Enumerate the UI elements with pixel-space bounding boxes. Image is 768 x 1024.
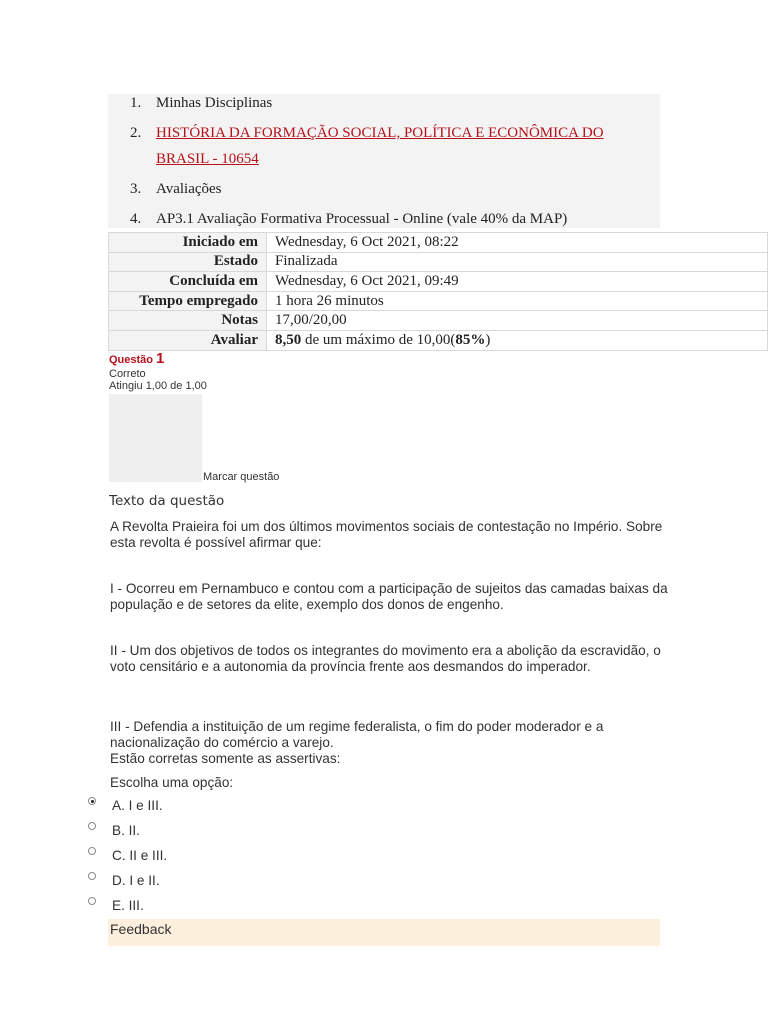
summary-value-grade <box>267 330 768 350</box>
breadcrumb-label[interactable]: AP3.1 Avaliação Formativa Processual - Online (vale 40% da MAP) <box>156 211 568 227</box>
breadcrumb-label[interactable]: Avaliações <box>156 181 222 197</box>
quiz-summary-table <box>108 232 768 351</box>
answer-option-label[interactable]: E. III. <box>112 898 144 913</box>
table-row <box>109 233 768 253</box>
summary-key: Estado <box>109 252 267 272</box>
question-item-1: I - Ocorreu em Pernambuco e contou com a participação de sujeitos das camadas baixas da população e de setores da elite, exemplo dos donos de engenho. <box>110 581 668 612</box>
flag-question-link[interactable]: Marcar questão <box>203 471 280 483</box>
summary-value: Finalizada <box>267 252 768 272</box>
question-item-2: II - Um dos objetivos de todos os integrantes do movimento era a abolição da escravidão, o voto censitário e a autonomia da província frente aos desmandos do imperador. <box>110 643 661 674</box>
radio-icon[interactable] <box>88 897 96 905</box>
flag-icon[interactable] <box>109 394 202 482</box>
feedback-box <box>108 919 660 946</box>
question-text-heading: Texto da questão <box>109 493 225 509</box>
summary-value: Wednesday, 6 Oct 2021, 09:49 <box>267 272 768 292</box>
breadcrumb-course-link[interactable]: HISTÓRIA DA FORMAÇÃO SOCIAL, POLÍTICA E ECONÔMICA DO <box>156 125 604 141</box>
summary-value: 17,00/20,00 <box>267 311 768 331</box>
radio-icon[interactable] <box>88 872 96 880</box>
summary-value: 1 hora 26 minutos <box>267 291 768 311</box>
question-intro: A Revolta Praieira foi um dos últimos movimentos sociais de contestação no Império. Sobre esta revolta é possível afirmar que: <box>110 519 663 550</box>
answer-option-label[interactable]: D. I e II. <box>112 873 160 888</box>
table-row <box>109 311 768 331</box>
choose-option-label: Escolha uma opção: <box>110 775 234 790</box>
table-row <box>109 291 768 311</box>
question-word: Questão <box>109 354 154 366</box>
radio-icon[interactable] <box>88 847 96 855</box>
breadcrumb <box>108 94 660 228</box>
summary-key: Concluída em <box>109 272 267 292</box>
breadcrumb-course-link-line2[interactable]: BRASIL - 10654 <box>156 151 259 167</box>
question-state: Correto <box>109 368 146 380</box>
breadcrumb-item-avaliacoes[interactable] <box>130 181 222 198</box>
table-row <box>109 252 768 272</box>
question-prompt: Estão corretas somente as assertivas: <box>110 751 341 766</box>
summary-key: Iniciado em <box>109 233 267 253</box>
answer-option-label[interactable]: B. II. <box>112 823 140 838</box>
breadcrumb-item-quiz[interactable] <box>130 211 568 228</box>
radio-selected-icon[interactable] <box>88 797 96 805</box>
question-number: 1 <box>156 350 165 367</box>
feedback-heading: Feedback <box>110 921 172 937</box>
question-label <box>109 350 164 367</box>
grade-percent: 85% <box>455 331 486 348</box>
summary-key: Notas <box>109 311 267 331</box>
breadcrumb-item-course[interactable] <box>130 125 604 167</box>
breadcrumb-number: 3. <box>130 181 142 197</box>
grade-text: de um máximo de 10,00( <box>305 331 456 348</box>
breadcrumb-number: 1. <box>130 95 142 111</box>
breadcrumb-label[interactable]: Minhas Disciplinas <box>156 95 273 111</box>
table-row <box>109 272 768 292</box>
table-row <box>109 330 768 350</box>
summary-value: Wednesday, 6 Oct 2021, 08:22 <box>267 233 768 253</box>
question-grade: Atingiu 1,00 de 1,00 <box>109 380 207 392</box>
question-item-3: III - Defendia a instituição de um regime federalista, o fim do poder moderador e a nacionalização do comércio a varejo. <box>110 719 604 750</box>
answer-option-label[interactable]: C. II e III. <box>112 848 168 863</box>
grade-close: ) <box>485 331 491 348</box>
breadcrumb-number: 2. <box>130 125 142 141</box>
radio-icon[interactable] <box>88 822 96 830</box>
summary-key: Avaliar <box>109 330 267 350</box>
grade-score: 8,50 <box>275 331 302 348</box>
breadcrumb-number: 4. <box>130 211 142 227</box>
answer-option-label[interactable]: A. I e III. <box>112 798 163 813</box>
summary-key: Tempo empregado <box>109 291 267 311</box>
breadcrumb-item-minhas-disciplinas[interactable] <box>130 95 273 112</box>
